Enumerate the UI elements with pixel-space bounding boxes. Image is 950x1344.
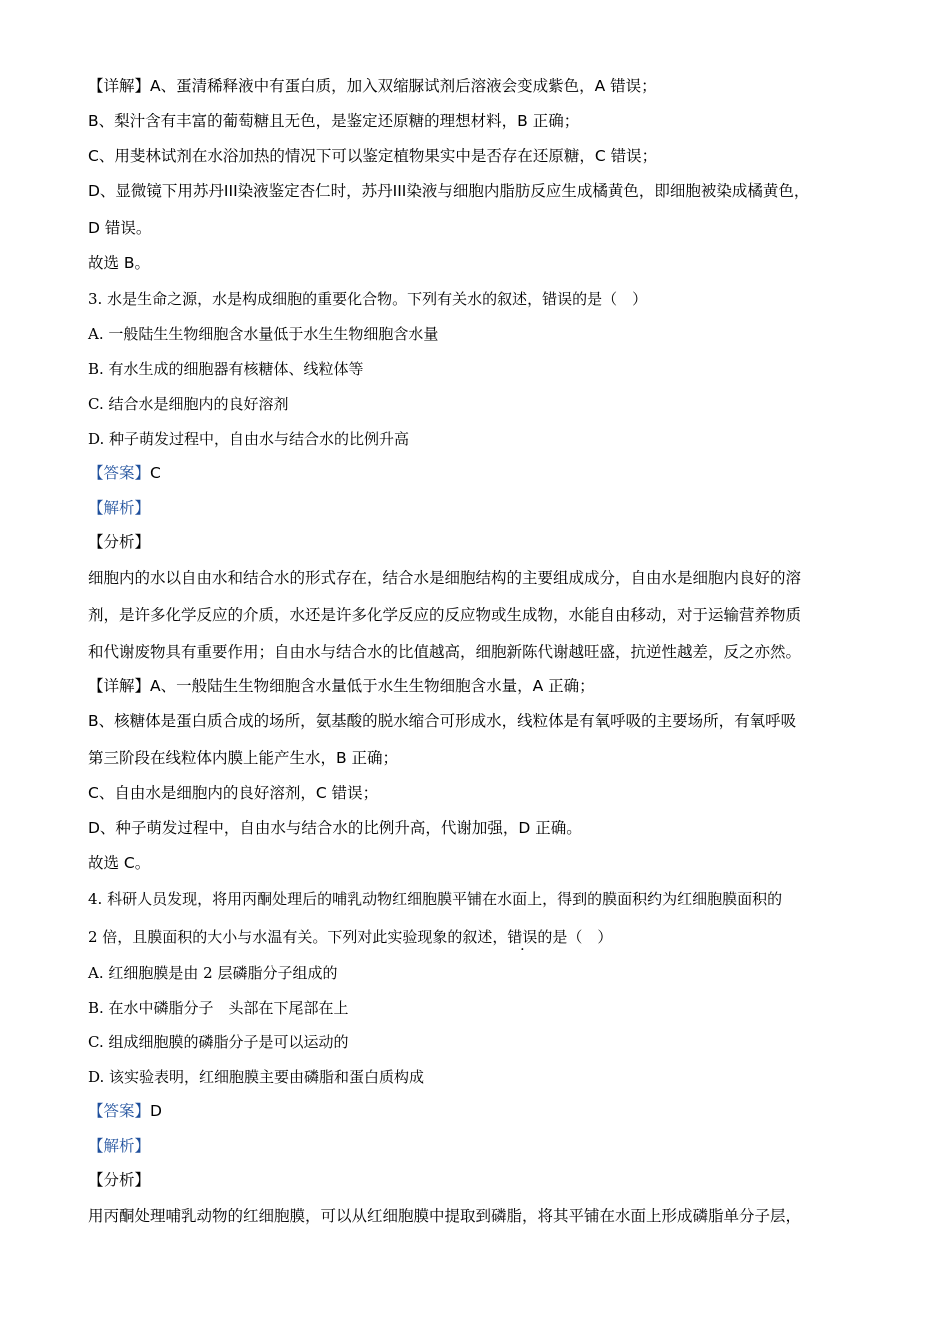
detail-line: C、自由水是细胞内的良好溶剂，C 错误； (88, 784, 379, 802)
question-4-option-c: C. 组成细胞膜的磷脂分子是可以运动的 (88, 1033, 349, 1051)
question-3-option-d: D. 种子萌发过程中，自由水与结合水的比例升高 (88, 430, 410, 448)
conclusion-line: 故选 B。 (88, 254, 151, 272)
question-4-option-d: D. 该实验表明，红细胞膜主要由磷脂和蛋白质构成 (88, 1068, 425, 1086)
question-4-answer (88, 1099, 870, 1123)
question-4-analysis-label: 【解析】 (88, 1137, 151, 1155)
detail-line: B、核糖体是蛋白质合成的场所，氨基酸的脱水缩合可形成水，线粒体是有氧呼吸的主要场所，有氧呼吸 (88, 712, 797, 730)
question-3-option-c: C. 结合水是细胞内的良好溶剂 (88, 395, 289, 413)
emphasis-text: 错误 (507, 928, 538, 946)
question-3-option-b: B. 有水生成的细胞器有核糖体、线粒体等 (88, 360, 364, 378)
question-3-fenxi-label: 【分析】 (88, 533, 151, 551)
question-3-answer (88, 461, 870, 485)
answer-label: 【答案】 (88, 1102, 151, 1120)
detail-line: 第三阶段在线粒体内膜上能产生水，B 正确； (88, 749, 399, 767)
detail-line: 【详解】A、蛋清稀释液中有蛋白质，加入双缩脲试剂后溶液会变成紫色，A 错误； (88, 77, 657, 95)
question-4-option-b: B. 在水中磷脂分子 头部在下尾部在上 (88, 999, 349, 1017)
question-3-stem: 3. 水是生命之源，水是构成细胞的重要化合物。下列有关水的叙述，错误的是（ ） (88, 290, 648, 308)
conclusion-line: 故选 C。 (88, 854, 151, 872)
detail-line: D、种子萌发过程中，自由水与结合水的比例升高，代谢加强，D 正确。 (88, 819, 582, 837)
stem-text: 的是（ ） (537, 928, 613, 946)
question-3-option-a: A. 一般陆生生物细胞含水量低于水生生物细胞含水量 (88, 325, 439, 343)
stem-text: 2 倍，且膜面积的大小与水温有关。下列对此实验现象的叙述， (88, 928, 508, 946)
question-4-option-a: A. 红细胞膜是由 2 层磷脂分子组成的 (88, 964, 338, 982)
question-3-analysis-label: 【解析】 (88, 499, 151, 517)
answer-label: 【答案】 (88, 464, 151, 482)
analysis-paragraph-line: 和代谢废物具有重要作用；自由水与结合水的比值越高，细胞新陈代谢越旺盛，抗逆性越差，反之亦然。 (88, 643, 802, 661)
detail-line: D、显微镜下用苏丹III染液鉴定杏仁时，苏丹III染液与细胞内脂肪反应生成橘黄色，即细胞被染成橘黄色， (88, 182, 810, 200)
analysis-paragraph-line: 用丙酮处理哺乳动物的红细胞膜，可以从红细胞膜中提取到磷脂，将其平铺在水面上形成磷脂单分子层， (88, 1207, 802, 1225)
analysis-paragraph-line: 剂，是许多化学反应的介质，水还是许多化学反应的反应物或生成物，水能自由移动，对于运输营养物质 (88, 606, 802, 624)
detail-line: B、梨汁含有丰富的葡萄糖且无色，是鉴定还原糖的理想材料，B 正确； (88, 112, 580, 130)
analysis-paragraph-line: 细胞内的水以自由水和结合水的形式存在，结合水是细胞结构的主要组成成分，自由水是细胞内良好的溶 (88, 569, 802, 587)
detail-line: D 错误。 (88, 219, 152, 237)
question-4-stem-line-1: 4. 科研人员发现，将用丙酮处理后的哺乳动物红细胞膜平铺在水面上，得到的膜面积约为红细胞膜面积的 (88, 890, 783, 908)
answer-value: C (150, 464, 161, 482)
detail-line: 【详解】A、一般陆生生物细胞含水量低于水生生物细胞含水量，A 正确； (88, 677, 595, 695)
detail-line: C、用斐林试剂在水浴加热的情况下可以鉴定植物果实中是否存在还原糖，C 错误； (88, 147, 658, 165)
answer-value: D (150, 1102, 162, 1120)
question-4-stem-line-2 (88, 925, 870, 949)
question-4-fenxi-label: 【分析】 (88, 1171, 151, 1189)
